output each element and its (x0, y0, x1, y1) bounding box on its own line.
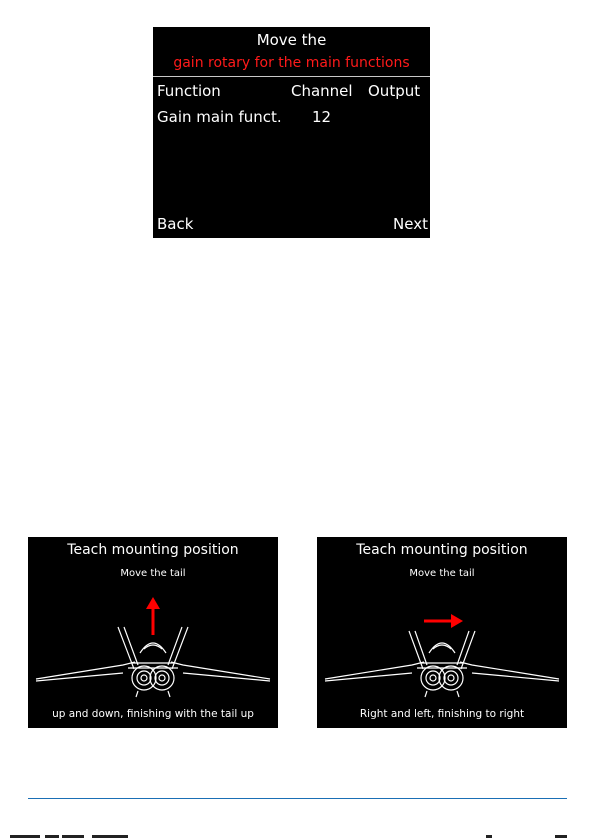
teach-instruction: Move the tail (120, 568, 186, 579)
back-button[interactable]: Back (157, 215, 194, 233)
page-footer-rule (28, 798, 567, 799)
screen-subtitle: gain rotary for the main functions (173, 55, 410, 71)
jet-front-view-icon (325, 631, 559, 697)
teach-bottom-text: up and down, finishing with the tail up (52, 708, 254, 720)
row-function-name[interactable]: Gain main funct. (157, 108, 282, 126)
teach-bottom-text: Right and left, finishing to right (359, 708, 525, 720)
teach-mounting-up-screen (28, 537, 278, 728)
jet-front-view-icon (36, 627, 270, 697)
screen-title: Move the (256, 31, 327, 49)
column-header-output: Output (368, 82, 421, 100)
row-channel-value[interactable]: 12 (312, 108, 332, 126)
column-header-function: Function (157, 82, 221, 100)
teach-mounting-right-screen (317, 537, 567, 728)
page-edge-marks (0, 834, 596, 840)
title-divider (153, 76, 430, 77)
teach-title: Teach mounting position (356, 542, 528, 558)
teach-title: Teach mounting position (67, 542, 239, 558)
arrow-up-icon (146, 597, 160, 635)
next-button[interactable]: Next (393, 215, 428, 233)
gain-setup-screen (153, 27, 430, 238)
teach-instruction: Move the tail (409, 568, 475, 579)
column-header-channel: Channel (291, 82, 353, 100)
arrow-right-icon (424, 614, 463, 628)
